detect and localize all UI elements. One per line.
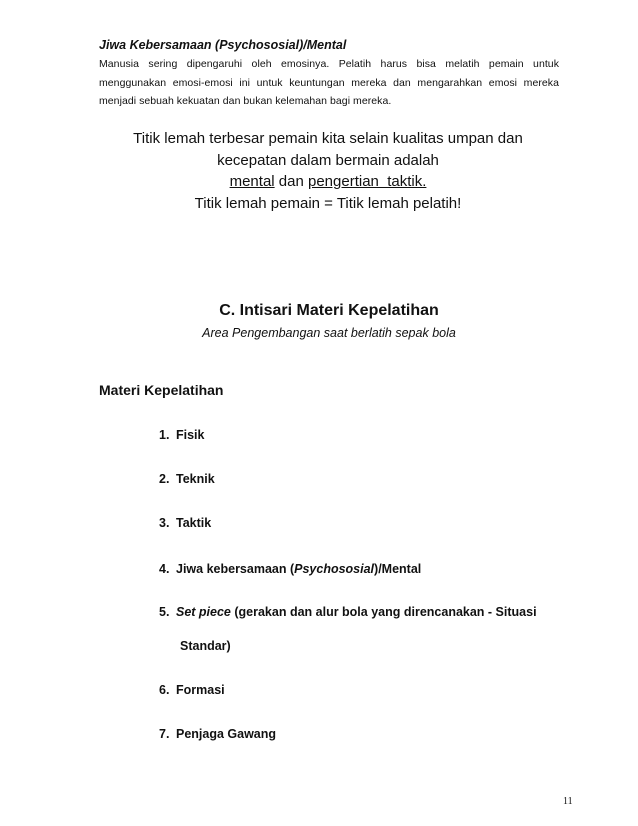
list-text: Teknik: [176, 472, 215, 486]
intro-line: menggunakan emosi-emosi ini untuk keuntungan mereka dan mengarahkan emosi mereka: [99, 76, 559, 89]
page-number: 11: [563, 796, 573, 807]
list-text-italic: Set piece: [176, 605, 231, 619]
highlight-line: kecepatan dalam bermain adalah: [217, 151, 439, 169]
list-number: 1.: [159, 428, 170, 442]
list-number: 2.: [159, 472, 170, 486]
highlight-statement: [110, 128, 546, 214]
highlight-and: dan: [274, 173, 308, 190]
list-item: [159, 605, 537, 619]
list-item: [159, 472, 215, 486]
highlight-mental: mental: [229, 173, 275, 190]
section-subtitle: Area Pengembangan saat berlatih sepak bola: [202, 326, 456, 340]
list-number: 7.: [159, 727, 170, 741]
list-text: Penjaga Gawang: [176, 727, 277, 741]
list-number: 6.: [159, 683, 170, 697]
highlight-line: Titik lemah pemain = Titik lemah pelatih!: [194, 194, 462, 212]
list-item: [159, 683, 225, 697]
intro-paragraph: [99, 55, 559, 111]
list-text: (gerakan dan alur bola yang direncanakan - Situasi: [230, 605, 537, 619]
list-text: Taktik: [176, 516, 212, 530]
highlight-line: [110, 171, 546, 193]
intro-line: Manusia sering dipengaruhi oleh emosinya. Pelatih harus bisa melatih pemain untuk: [99, 58, 559, 70]
list-number: 4.: [159, 562, 170, 576]
section-heading: Jiwa Kebersamaan (Psychososial)/Mental: [99, 38, 347, 52]
list-text-italic: Psychososial: [294, 562, 375, 576]
materi-heading: Materi Kepelatihan: [99, 382, 224, 398]
list-text: Fisik: [176, 428, 205, 442]
intro-line: menjadi sebuah kekuatan dan bukan kelemahan bagi mereka.: [99, 95, 392, 107]
list-number: 3.: [159, 516, 170, 530]
section-title: C. Intisari Materi Kepelatihan: [219, 302, 439, 319]
list-number: 5.: [159, 605, 170, 619]
list-text: )/Mental: [374, 562, 422, 576]
list-item-continuation: Standar): [180, 639, 231, 653]
list-item: [159, 516, 211, 530]
list-item: [159, 727, 276, 741]
list-text: Jiwa kebersamaan (: [176, 562, 295, 576]
list-item: [159, 428, 205, 442]
list-text: Formasi: [176, 683, 225, 697]
list-item: [159, 562, 421, 576]
highlight-line: Titik lemah terbesar pemain kita selain kualitas umpan dan: [133, 130, 523, 147]
highlight-pengertian: pengertian taktik.: [308, 173, 427, 190]
